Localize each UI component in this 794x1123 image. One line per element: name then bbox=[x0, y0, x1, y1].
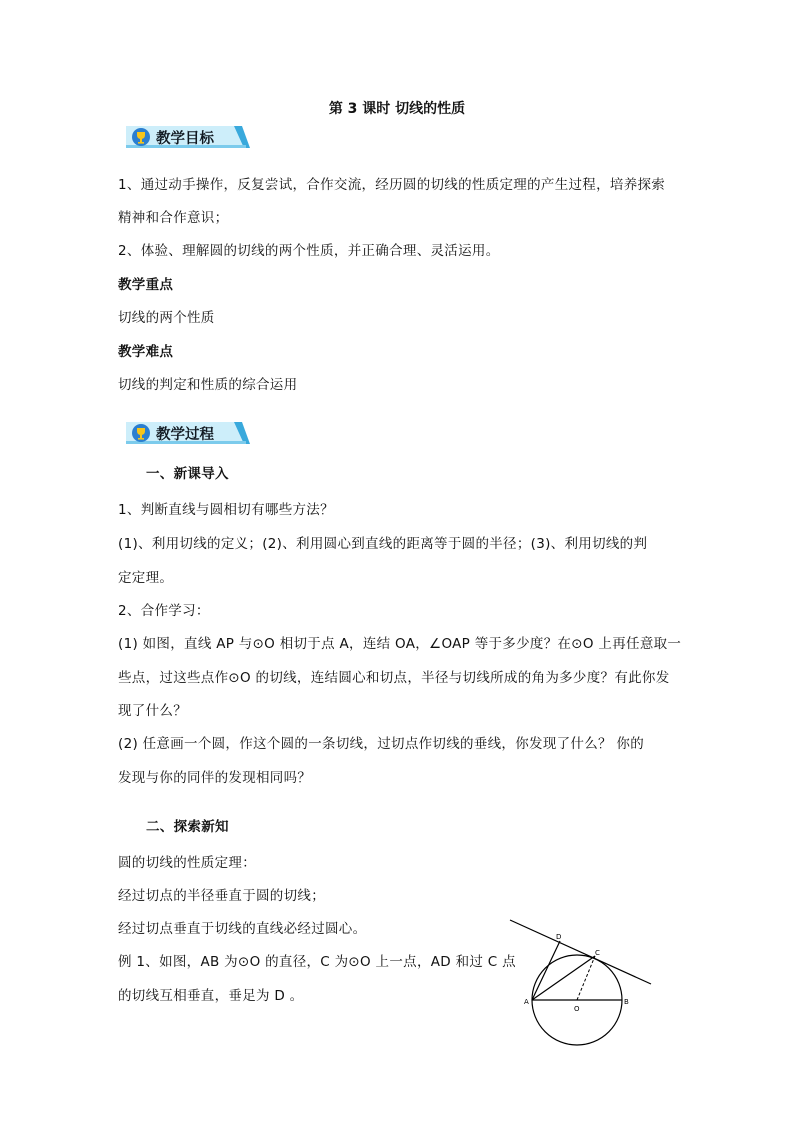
key-points-text: 切线的两个性质 bbox=[118, 310, 215, 326]
segment-ac bbox=[532, 956, 595, 1000]
tangent-line bbox=[510, 920, 651, 984]
label-o: O bbox=[574, 1005, 580, 1013]
part2-line: 圆的切线的性质定理： bbox=[118, 855, 256, 871]
part2-line: 的切线互相垂直，垂足为 D 。 bbox=[118, 988, 304, 1004]
objective-line-1: 1、通过动手操作，反复尝试，合作交流，经历圆的切线的性质定理的产生过程，培养探索 bbox=[118, 177, 666, 193]
label-c: C bbox=[595, 949, 600, 957]
section-banner-process bbox=[126, 422, 250, 444]
objective-line-3: 2、体验、理解圆的切线的两个性质，并正确合理、灵活运用。 bbox=[118, 243, 500, 259]
part1-line: 1、判断直线与圆相切有哪些方法？ bbox=[118, 502, 334, 518]
section-banner-objectives bbox=[126, 126, 250, 148]
difficulties-text: 切线的判定和性质的综合运用 bbox=[118, 377, 298, 393]
trophy-icon bbox=[130, 126, 152, 148]
objective-line-2: 精神和合作意识； bbox=[118, 210, 229, 226]
key-points-heading: 教学重点 bbox=[118, 277, 174, 293]
part1-heading: 一、新课导入 bbox=[146, 466, 229, 482]
part2-heading: 二、探索新知 bbox=[146, 819, 229, 835]
geometry-figure bbox=[505, 918, 665, 1050]
part1-line: 发现与你的同伴的发现相同吗？ bbox=[118, 770, 312, 786]
part1-line: (1)、利用切线的定义；(2)、利用圆心到直线的距离等于圆的半径；(3)、利用切线的判 bbox=[118, 536, 648, 552]
label-d: D bbox=[556, 933, 562, 941]
part1-line: (2) 任意画一个圆，作这个圆的一条切线，过切点作切线的垂线，你发现了什么？ 你的 bbox=[118, 736, 645, 752]
label-a: A bbox=[524, 998, 529, 1006]
part1-line: 些点，过这些点作⊙O 的切线，连结圆心和切点，半径与切线所成的角为多少度？有此你发 bbox=[118, 670, 670, 686]
banner-heading: 教学目标 bbox=[156, 131, 214, 147]
part1-line: (1) 如图，直线 AP 与⊙O 相切于点 A，连结 OA，∠OAP 等于多少度？在⊙O 上再任意取一 bbox=[118, 636, 682, 652]
part1-line: 现了什么？ bbox=[118, 703, 187, 719]
difficulties-heading: 教学难点 bbox=[118, 344, 174, 360]
part2-line: 经过切点的半径垂直于圆的切线； bbox=[118, 888, 325, 904]
part2-line: 例 1、如图，AB 为⊙O 的直径，C 为⊙O 上一点，AD 和过 C 点 bbox=[118, 954, 516, 970]
banner-heading: 教学过程 bbox=[156, 427, 214, 443]
segment-ad bbox=[532, 941, 560, 1000]
part1-line: 2、合作学习： bbox=[118, 603, 210, 619]
label-b: B bbox=[624, 998, 629, 1006]
part2-line: 经过切点垂直于切线的直线必经过圆心。 bbox=[118, 921, 367, 937]
page-title: 第 3 课时 切线的性质 bbox=[328, 101, 466, 117]
part1-line: 定定理。 bbox=[118, 570, 174, 586]
trophy-icon bbox=[130, 422, 152, 444]
